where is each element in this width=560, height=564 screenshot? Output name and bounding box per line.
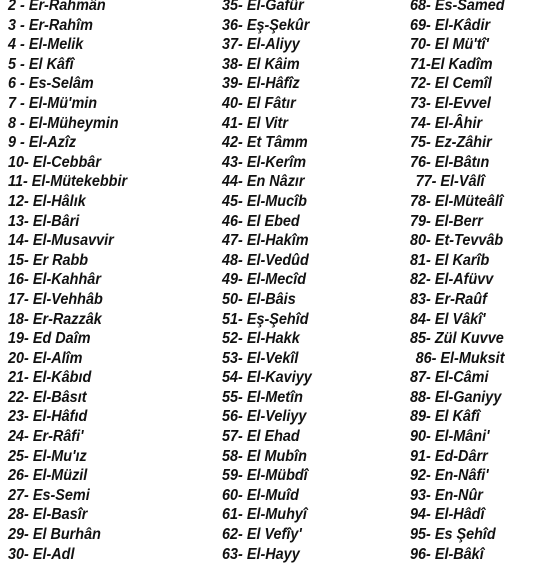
name-item: 6 - Es-Selâm [8,75,94,93]
name-item: 71-El Kadîm [410,55,493,73]
name-item: 3 - Er-Rahîm [8,16,93,34]
name-item: 8 - El-Müheymin [8,114,119,132]
name-item: 95- Es Şehîd [410,526,496,544]
name-item: 72- El Cemîl [410,75,492,93]
name-item: 62- El Vefîy' [222,526,302,544]
name-item: 81- El Karîb [410,251,490,269]
name-item: 96- El-Bâkî [410,545,484,563]
name-item: 17- El-Vehhâb [8,290,103,308]
name-item: 35- El-Gafûr [222,0,304,14]
names-column-1 [8,0,223,564]
name-item: 9 - El-Azîz [8,134,77,152]
name-item: 60- El-Muîd [222,486,299,504]
name-item: 76- El-Bâtın [410,153,490,171]
name-item: 20- El-Alîm [8,349,83,367]
name-item: 87- El-Câmi [410,369,489,387]
name-item: 46- El Ebed [222,212,300,230]
name-item: 4 - El-Melik [8,36,84,54]
name-item: 2 - Er-Rahmân [8,0,106,14]
name-item: 15- Er Rabb [8,251,89,269]
name-item: 73- El-Evvel [410,94,491,112]
name-item: 51- Eş-Şehîd [222,310,309,328]
name-item: 14- El-Musavvir [8,232,114,250]
name-item: 83- Er-Raûf [410,290,487,308]
name-item: 5 - El Kâfî [8,55,74,73]
name-item: 48- El-Vedûd [222,251,309,269]
name-item: 10- El-Cebbâr [8,153,101,171]
name-item: 37- El-Aliyy [222,36,300,54]
name-item: 68- Es-Samed [410,0,505,14]
name-item: 63- El-Hayy [222,545,300,563]
name-item: 54- El-Kaviyy [222,369,312,387]
name-item: 16- El-Kahhâr [8,271,101,289]
name-item: 36- Eş-Şekûr [222,16,310,34]
name-item: 49- El-Mecîd [222,271,307,289]
name-item: 88- El-Ganiyy [410,388,502,406]
name-item: 77- El-Vâlî [415,173,485,191]
names-column-3 [410,0,560,564]
name-item: 7 - El-Mü'min [8,94,98,112]
name-item: 12- El-Hâlık [8,192,86,210]
name-item: 52- El-Hakk [222,330,300,348]
name-item: 90- El-Mâni' [410,428,490,446]
name-item: 19- Ed Daîm [8,330,91,348]
name-item: 28- El-Basîr [8,506,88,524]
name-item: 25- El-Mu'ız [8,447,87,465]
name-item: 94- El-Hâdî [410,506,485,524]
name-item: 82- El-Afüvv [410,271,494,289]
name-item: 58- El Mubîn [222,447,307,465]
name-item: 93- En-Nûr [410,486,483,504]
name-item: 86- El-Muksit [415,349,505,367]
name-item: 13- El-Bâri [8,212,80,230]
name-item: 89- El Kâfî [410,408,480,426]
name-item: 42- Et Tâmm [222,134,308,152]
name-item: 26- El-Müzil [8,467,88,485]
name-item: 61- El-Muhyî [222,506,307,524]
name-item: 69- El-Kâdir [410,16,491,34]
name-item: 91- Ed-Dârr [410,447,488,465]
name-item: 29- El Burhân [8,526,101,544]
name-item: 18- Er-Razzâk [8,310,102,328]
name-item: 38- El Kâim [222,55,300,73]
name-item: 92- En-Nâfi' [410,467,489,485]
name-item: 43- El-Kerîm [222,153,307,171]
name-item: 56- El-Veliyy [222,408,307,426]
name-item: 22- El-Bâsıt [8,388,87,406]
name-item: 11- El-Mütekebbir [8,173,128,191]
name-item: 79- El-Berr [410,212,483,230]
name-item: 53- El-Vekîl [222,349,299,367]
name-item: 44- En Nâzır [222,173,305,191]
name-item: 47- El-Hakîm [222,232,309,250]
name-item: 80- Et-Tevvâb [410,232,504,250]
name-item: 40- El Fâtır [222,94,296,112]
name-item: 78- El-Müteâlî [410,192,503,210]
name-item: 23- El-Hâfıd [8,408,88,426]
name-item: 55- El-Metîn [222,388,303,406]
name-item: 57- El Ehad [222,428,300,446]
name-item: 39- El-Hâfîz [222,75,300,93]
names-column-2 [222,0,412,564]
name-item: 24- Er-Râfi' [8,428,84,446]
name-item: 85- Zül Kuvve [410,330,504,348]
name-item: 59- El-Mübdî [222,467,308,485]
name-item: 41- El Vitr [222,114,288,132]
name-item: 27- Es-Semi [8,486,90,504]
name-item: 84- El Vâkî' [410,310,486,328]
name-item: 50- El-Bâis [222,290,296,308]
name-item: 74- El-Âhir [410,114,483,132]
name-item: 75- Ez-Zâhir [410,134,492,152]
name-item: 45- El-Mucîb [222,192,307,210]
name-item: 70- El Mü'tî' [410,36,489,54]
name-item: 21- El-Kâbıd [8,369,92,387]
name-item: 30- El-Adl [8,545,75,563]
